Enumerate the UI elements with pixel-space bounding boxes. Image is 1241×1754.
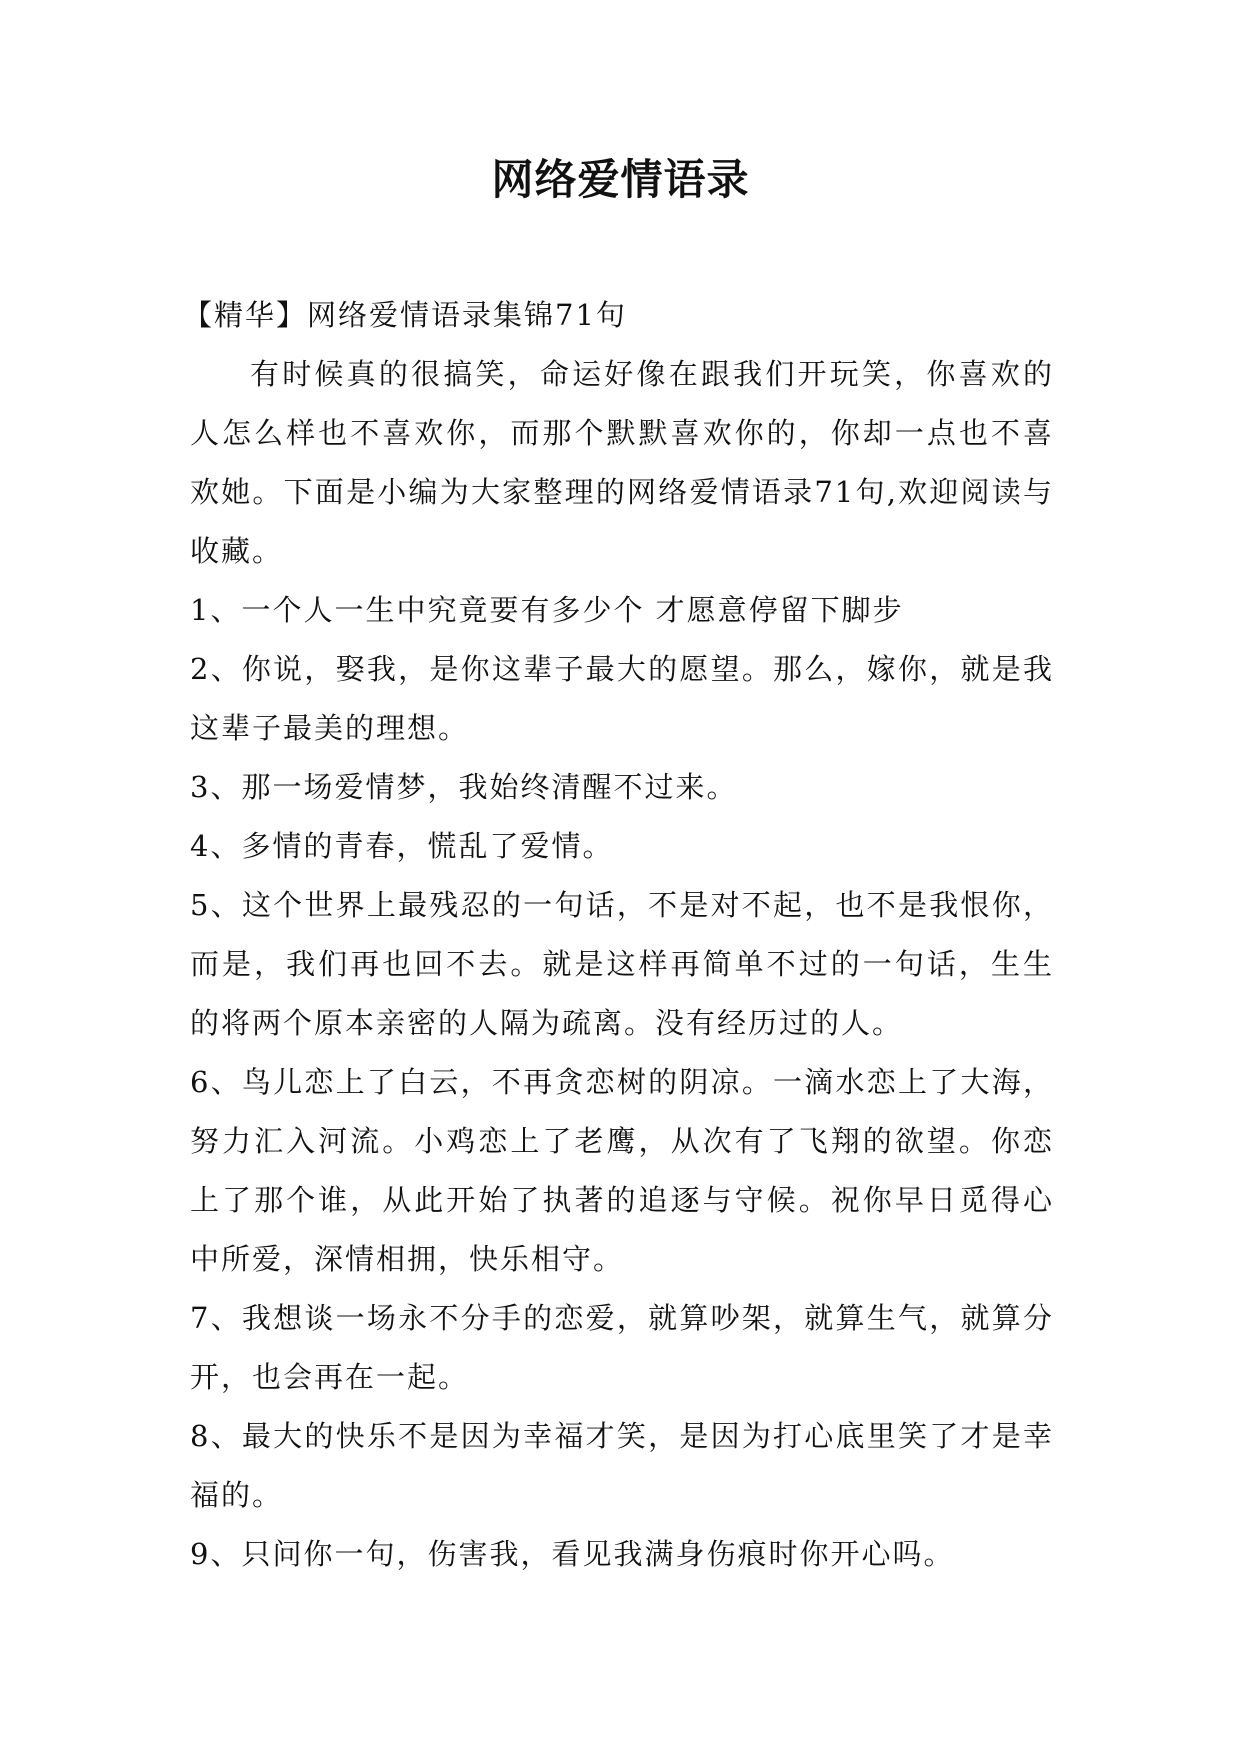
document-title: 网络爱情语录 <box>491 155 750 204</box>
quote-item: 5、这个世界上最残忍的一句话，不是对不起，也不是我恨你，而是，我们再也回不去。就是这样再简单不过的一句话，生生的将两个原本亲密的人隔为疏离。没有经历过的人。 <box>190 888 1054 1040</box>
quote-item: 3、那一场爱情梦，我始终清醒不过来。 <box>190 770 738 804</box>
document-body <box>183 286 1054 1584</box>
quote-item: 8、最大的快乐不是因为幸福才笑，是因为打心底里笑了才是幸福的。 <box>190 1419 1054 1512</box>
quote-item: 1、一个人一生中究竟要有多少个 才愿意停留下脚步 <box>190 593 904 627</box>
quote-item: 9、只问你一句，伤害我，看见我满身伤痕时你开心吗。 <box>190 1537 955 1571</box>
intro-paragraph: 有时候真的很搞笑，命运好像在跟我们开玩笑，你喜欢的人怎么样也不喜欢你，而那个默默喜欢你的，你却一点也不喜欢她。下面是小编为大家整理的网络爱情语录71句,欢迎阅读与收藏。 <box>190 357 1054 568</box>
quote-item: 4、多情的青春，慌乱了爱情。 <box>190 829 614 863</box>
quote-item: 2、你说，娶我，是你这辈子最大的愿望。那么，嫁你，就是我这辈子最美的理想。 <box>190 652 1054 745</box>
quote-item: 6、鸟儿恋上了白云，不再贪恋树的阴凉。一滴水恋上了大海，努力汇入河流。小鸡恋上了老鹰，从次有了飞翔的欲望。你恋上了那个谁，从此开始了执著的追逐与守候。祝你早日觅得心中所爱，深情相拥，快乐相守。 <box>190 1065 1054 1276</box>
quote-item: 7、我想谈一场永不分手的恋爱，就算吵架，就算生气，就算分开，也会再在一起。 <box>190 1301 1054 1394</box>
document-subtitle: 【精华】网络爱情语录集锦71句 <box>183 298 627 332</box>
